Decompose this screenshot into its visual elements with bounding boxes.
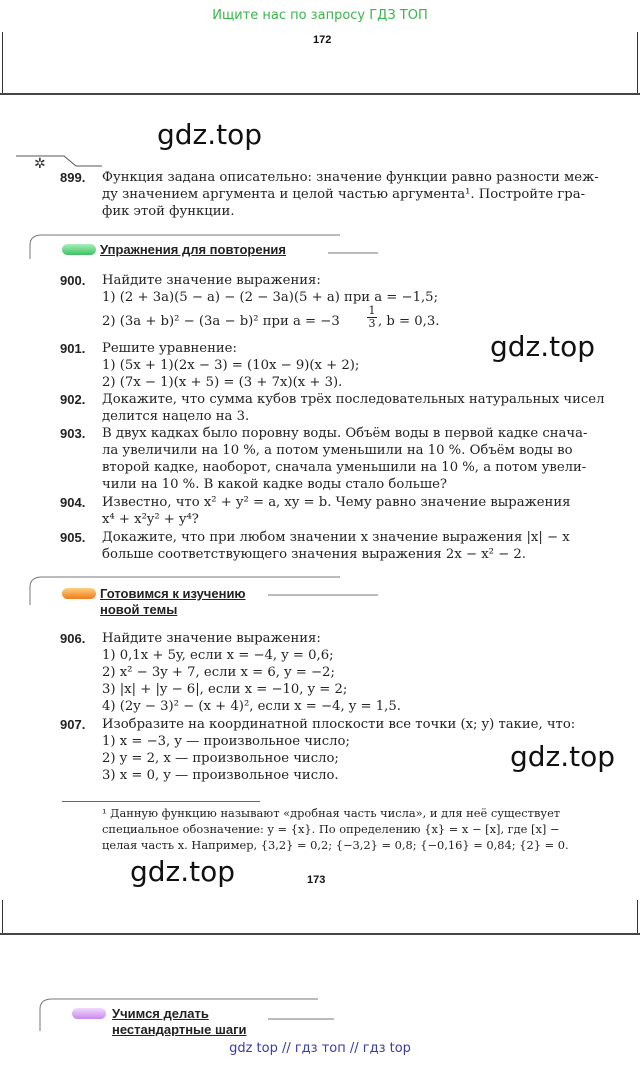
exercise-number: 907. <box>60 717 86 732</box>
exercise-text-line: Функция задана описательно: значение функции равно разности меж- <box>102 170 599 185</box>
exercise-number: 904. <box>60 495 86 510</box>
fraction <box>367 305 377 330</box>
exercise-text-line: 3) |x| + |y − 6|, если x = −10, y = 2; <box>102 682 348 697</box>
exercise-text-line: второй кадке, наоборот, сначала уменьшили на 10 %, а потом увели- <box>102 460 587 475</box>
section-pill-orange-icon <box>62 588 96 599</box>
watermark: gdz.top <box>510 740 616 773</box>
exercise-number: 900. <box>60 273 86 288</box>
exercise-text-line: 1) (2 + 3a)(5 − a) − (2 − 3a)(5 + a) при a = −1,5; <box>102 290 439 305</box>
footnote-line: специальное обозначение: y = {x}. По определению {x} = x − [x], где [x] − <box>102 822 560 836</box>
section-title-nonstandard-2: нестандартные шаги <box>112 1022 247 1036</box>
exercise-text-line: 4) (2y − 3)² − (x + 4)², если x = −4, y = 1,5. <box>102 699 401 714</box>
page-border-right <box>637 900 638 934</box>
section-title-prepare-2: новой темы <box>100 602 178 617</box>
exercise-text-line: Изобразите на координатной плоскости все точки (x; y) такие, что: <box>102 717 576 732</box>
page-border-left <box>2 32 3 94</box>
exercise-text-line: Докажите, что при любом значении x значение выражения |x| − x <box>102 530 570 545</box>
watermark: gdz.top <box>490 330 596 363</box>
section-title-clip <box>108 1022 288 1036</box>
section-title-nonstandard: Учимся делать <box>112 1006 209 1021</box>
fraction-numerator: 1 <box>368 304 376 317</box>
sun-star-icon: ✲ <box>34 156 46 172</box>
fraction-denominator: 3 <box>368 317 376 330</box>
exercise-number: 903. <box>60 426 86 441</box>
exercise-text-line: 2) (3a + b)² − (3a − b)² при a = −3 <box>102 314 340 329</box>
exercise-text-line: ла увеличили на 10 %, а потом уменьшили на 10 %. Объём воды во <box>102 443 573 458</box>
page-separator <box>0 93 640 95</box>
page-border-left <box>2 900 3 934</box>
section-pill-green-icon <box>62 244 96 255</box>
exercise-text-line: Найдите значение выражения: <box>102 273 321 288</box>
exercise-text-line: Докажите, что сумма кубов трёх последовательных натуральных чисел <box>102 392 605 407</box>
exercise-text-line: больше соответствующего значения выражения 2x − x² − 2. <box>102 547 526 562</box>
exercise-number: 901. <box>60 341 86 356</box>
footnote-line: целая часть x. Например, {3,2} = 0,2; {−3,2} = 0,8; {−0,16} = 0,84; {2} = 0. <box>102 838 569 852</box>
exercise-text-line: 3) x = 0, y — произвольное число. <box>102 768 339 783</box>
page-number-bottom: 173 <box>307 874 326 886</box>
watermark: gdz.top <box>157 118 263 151</box>
header-line-decoration <box>14 154 104 168</box>
exercise-number: 899. <box>60 170 86 185</box>
section-title-prepare: Готовимся к изучению <box>100 586 246 601</box>
section-pill-violet-icon <box>72 1008 106 1019</box>
exercise-text-line: 2) x² − 3y + 7, если x = 6, y = −2; <box>102 665 335 680</box>
search-banner[interactable]: Ищите нас по запросу ГДЗ ТОП <box>212 8 428 23</box>
exercise-text-line: делится нацело на 3. <box>102 409 250 424</box>
exercise-text-line: 1) 0,1x + 5y, если x = −4, y = 0,6; <box>102 648 334 663</box>
exercise-text-line: 2) (7x − 1)(x + 5) = (3 + 7x)(x + 3). <box>102 375 343 390</box>
exercise-text-line: Известно, что x² + y² = a, xy = b. Чему равно значение выражения <box>102 495 571 510</box>
exercise-text-line: 1) x = −3, y — произвольное число; <box>102 734 350 749</box>
exercise-text-line: x⁴ + x²y² + y⁴? <box>102 512 199 527</box>
footnote-line: ¹ Данную функцию называют «дробная часть числа», и для неё существует <box>102 806 561 820</box>
section-title-repeat: Упражнения для повторения <box>100 242 287 257</box>
page-number-top: 172 <box>313 34 332 46</box>
exercise-number: 905. <box>60 530 86 545</box>
watermark: gdz.top <box>130 855 236 888</box>
exercise-text-line: Найдите значение выражения: <box>102 631 321 646</box>
exercise-text-line: Решите уравнение: <box>102 341 237 356</box>
exercise-text-line: ду значением аргумента и целой частью аргумента¹. Постройте гра- <box>102 187 586 202</box>
exercise-text-line: 2) y = 2, x — произвольное число; <box>102 751 339 766</box>
exercise-text-line: чили на 10 %. В какой кадке воды стало больше? <box>102 477 448 492</box>
exercise-text-line: , b = 0,3. <box>378 314 440 329</box>
exercise-number: 906. <box>60 631 86 646</box>
page-border-right <box>637 32 638 94</box>
exercise-text-line: фик этой функции. <box>102 204 235 219</box>
page-separator <box>0 933 640 935</box>
footnote-divider <box>62 801 260 802</box>
exercise-text-line: В двух кадках было поровну воды. Объём воды в первой кадке снача- <box>102 426 588 441</box>
footer-links[interactable]: gdz top // гдз топ // гдз top <box>229 1041 411 1056</box>
exercise-text-line: 1) (5x + 1)(2x − 3) = (10x − 9)(x + 2); <box>102 358 360 373</box>
exercise-number: 902. <box>60 392 86 407</box>
